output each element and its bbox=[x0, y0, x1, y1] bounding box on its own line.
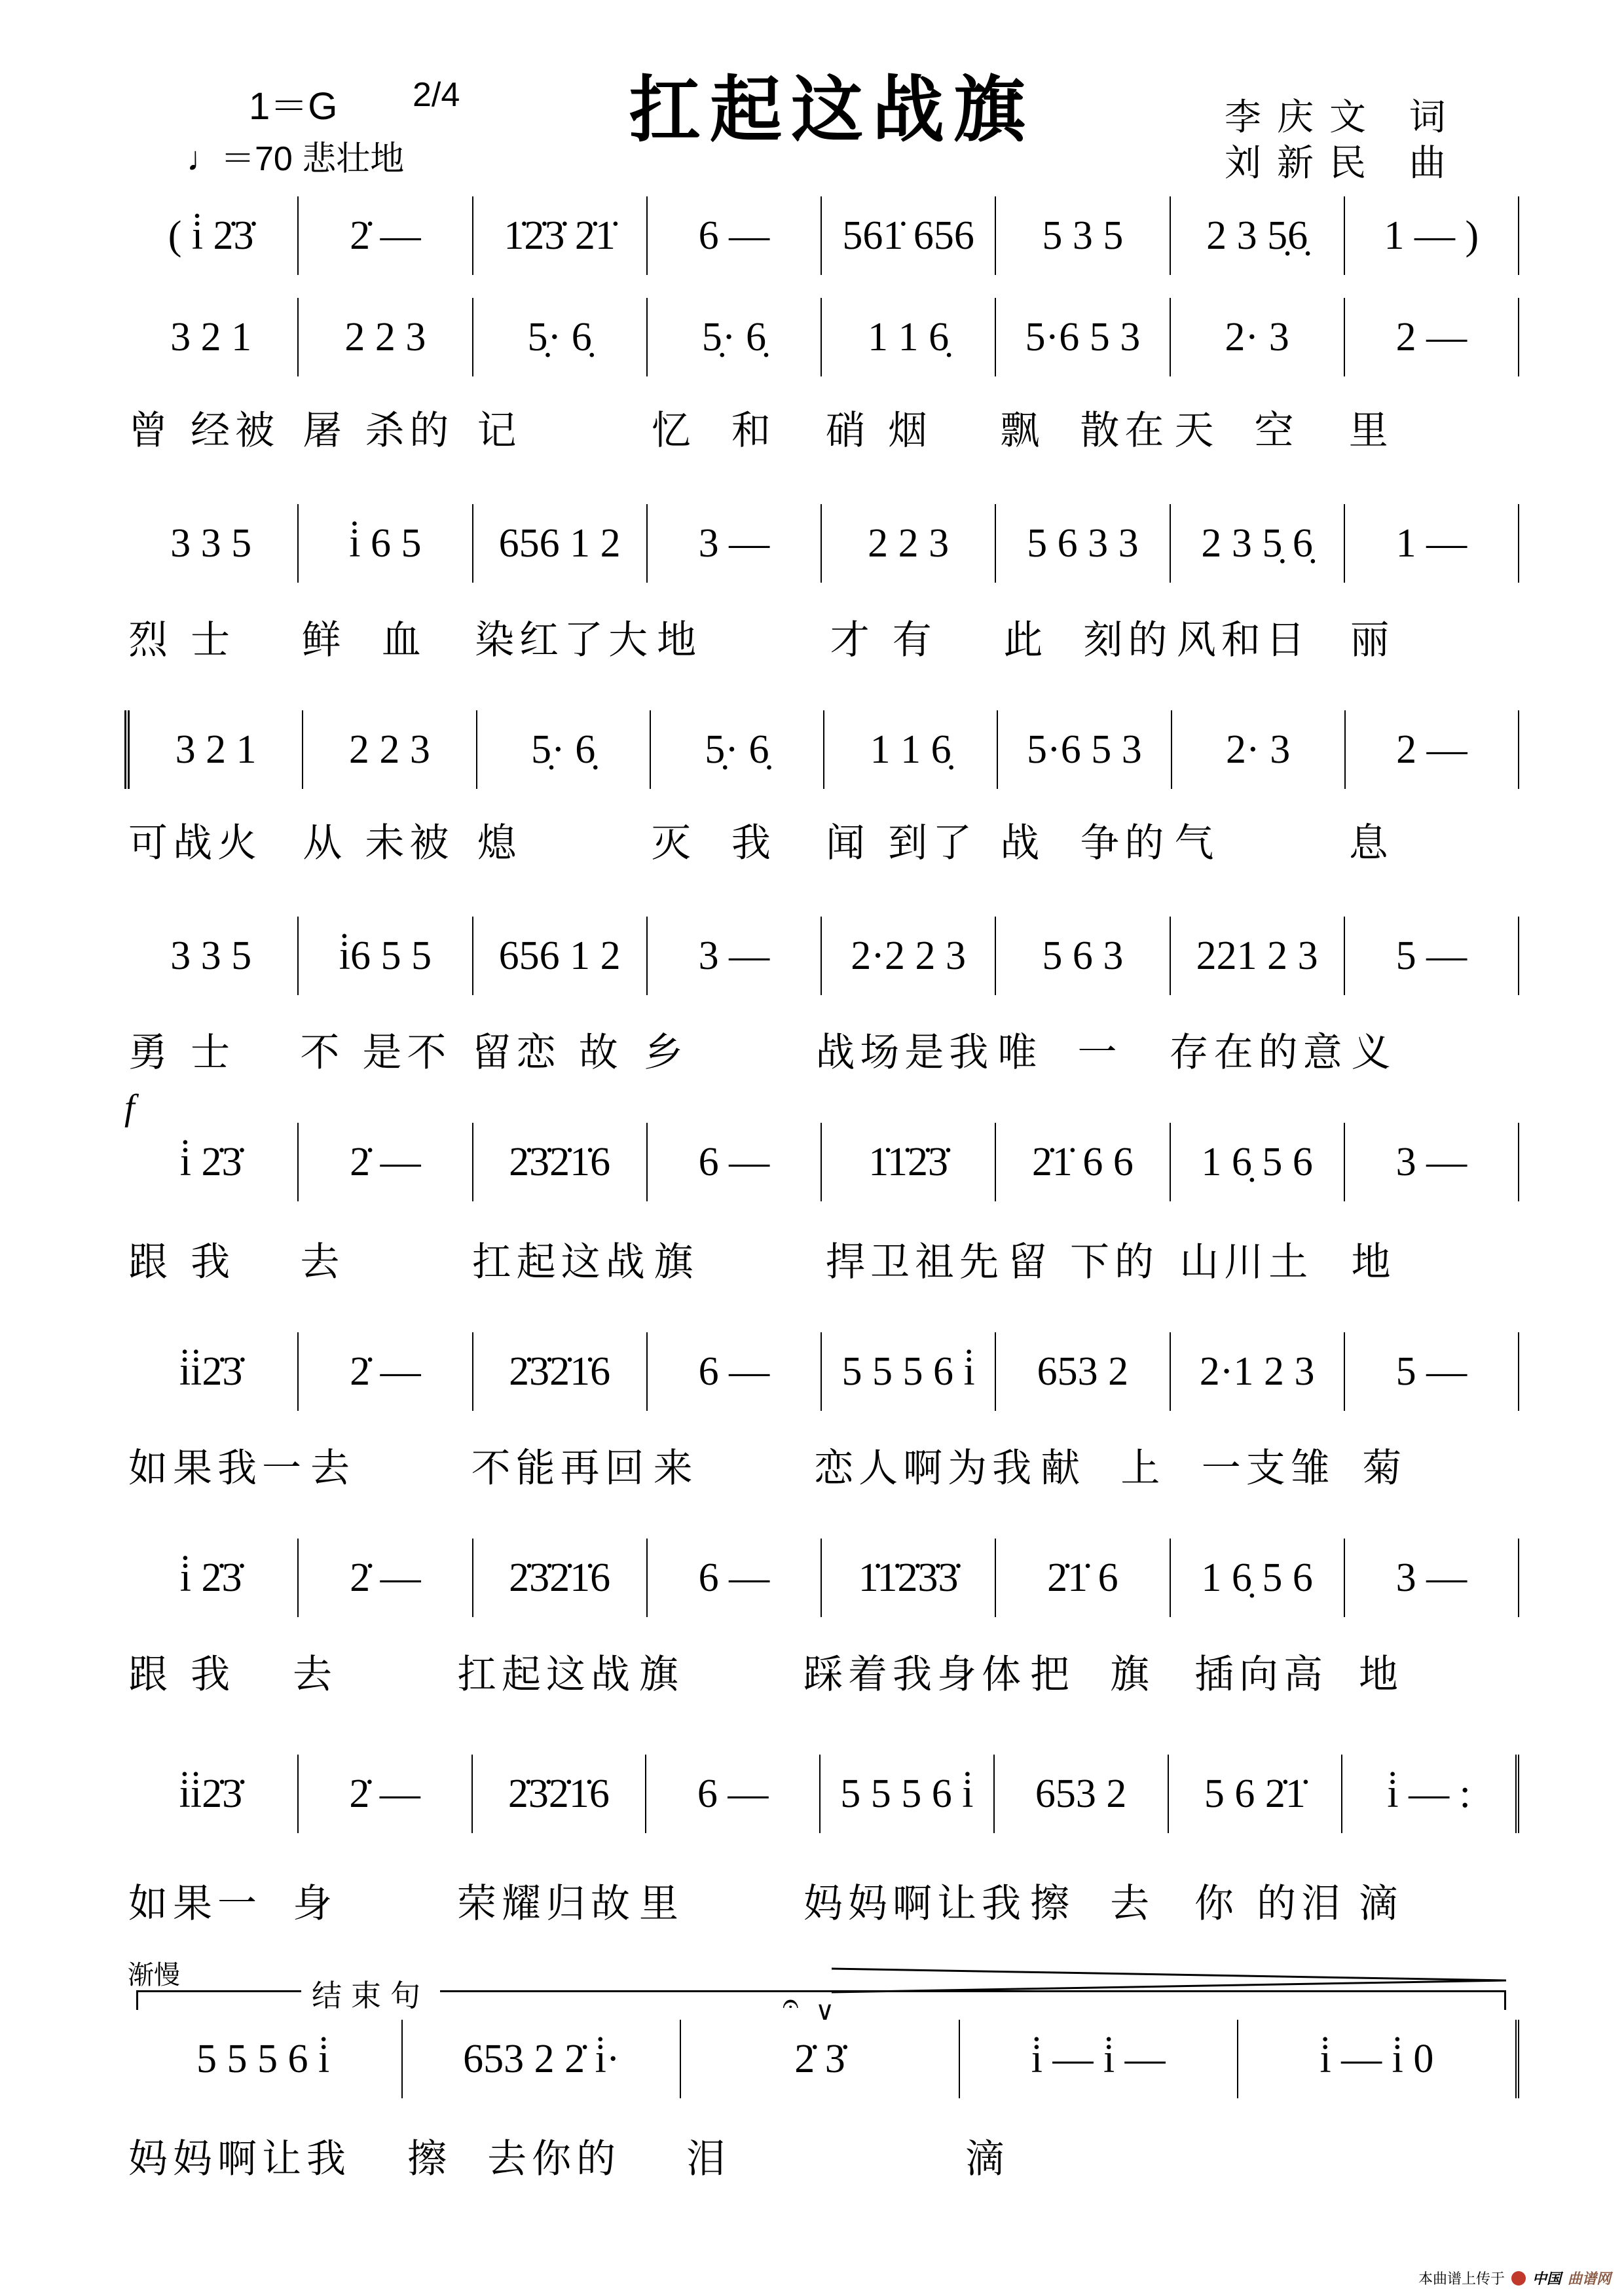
lyric-syllables: 献 上 bbox=[1041, 1446, 1166, 1491]
measure-notes: i̇ 2̇3̇ bbox=[179, 1555, 242, 1600]
ending-bracket-left-tick bbox=[136, 1990, 138, 2010]
site-name-part2: 曲谱网 bbox=[1567, 2271, 1611, 2287]
measure bbox=[1345, 196, 1519, 275]
lyric-syllables: 丽 bbox=[1350, 617, 1395, 663]
lyric-syllables: 熄 bbox=[477, 820, 522, 866]
measure-notes: 5 — bbox=[1395, 933, 1467, 978]
measure bbox=[1171, 196, 1345, 275]
notes-row bbox=[124, 196, 1519, 275]
measure bbox=[473, 1332, 648, 1411]
lyric-syllables: 曾 经被 bbox=[128, 408, 280, 454]
measure-notes: 2·1 2 3 bbox=[1199, 1349, 1315, 1394]
measure bbox=[648, 1539, 822, 1617]
measure bbox=[473, 1123, 648, 1201]
measure-notes: 5 3 5 bbox=[1042, 213, 1124, 258]
measure-notes: 3 3 5 bbox=[170, 520, 252, 566]
measure-notes: 2̇ — bbox=[350, 1555, 421, 1600]
measure bbox=[1345, 917, 1519, 995]
measure-notes: 3 — bbox=[698, 520, 770, 566]
measure-notes: 2̇ — bbox=[350, 1349, 421, 1394]
measure bbox=[996, 1332, 1170, 1411]
lyric-syllables: 鲜 血 bbox=[301, 617, 426, 663]
measure bbox=[996, 1123, 1170, 1201]
lyric-syllables: 踩着我身体 bbox=[803, 1652, 1026, 1698]
lyric-syllables: 擦 去你的 bbox=[407, 2136, 621, 2182]
measure-notes: 2· 3 bbox=[1225, 314, 1289, 359]
dynamic-marking: f bbox=[124, 1087, 135, 1128]
fermata-icon: 𝄐 bbox=[783, 1988, 799, 2020]
lyrics-row bbox=[124, 1872, 1519, 1929]
measure bbox=[1345, 1539, 1519, 1617]
measure-notes: i̇ 2̇3̇ bbox=[179, 1139, 242, 1184]
lyric-syllables: 地 bbox=[657, 617, 702, 663]
measure-notes: 2 3 5̣6̣ bbox=[1206, 213, 1308, 258]
measure-notes: 1 — ) bbox=[1384, 213, 1479, 258]
measure-notes: 561̇ 656 bbox=[842, 213, 974, 258]
measure-notes: 5·6 5 3 bbox=[1025, 314, 1141, 359]
measure-notes: 6 — bbox=[698, 1349, 770, 1394]
lyric-syllables: 闻 到了 bbox=[826, 820, 978, 866]
lyrics-row bbox=[124, 1231, 1519, 1287]
measure bbox=[651, 710, 824, 789]
measure bbox=[998, 710, 1172, 789]
site-logo-icon bbox=[1511, 2271, 1526, 2286]
lyric-syllables: 身 bbox=[293, 1881, 337, 1927]
measure-notes: 2̇3̇2̇1̇6 bbox=[509, 1349, 611, 1394]
lyric-syllables: 滴 bbox=[965, 2136, 1010, 2182]
lyric-syllables: 旗 bbox=[639, 1652, 684, 1698]
measure-notes: 1 6̣ 5 6 bbox=[1201, 1139, 1313, 1184]
measure bbox=[124, 710, 303, 789]
lyric-syllables: 你 的泪 bbox=[1194, 1881, 1346, 1927]
lyric-syllables: 滴 bbox=[1359, 1881, 1403, 1927]
measure-notes: i̇ 6 5 bbox=[349, 520, 422, 566]
measure bbox=[473, 196, 648, 275]
upload-text: 本曲谱上传于 bbox=[1418, 2271, 1505, 2287]
measure bbox=[822, 504, 996, 583]
lyric-syllables: 扛起这战 bbox=[457, 1652, 635, 1698]
measure-notes: 3 — bbox=[1395, 1139, 1467, 1184]
breath-mark-icon: ∨ bbox=[815, 1996, 835, 2026]
composer-credit: 刘新民 曲 bbox=[1225, 142, 1462, 185]
measure-notes: 5 5 5 6 i̇ bbox=[840, 1771, 974, 1816]
measure bbox=[822, 1539, 996, 1617]
measure-notes: 6 — bbox=[698, 1555, 770, 1600]
measure bbox=[996, 917, 1170, 995]
measure bbox=[648, 298, 822, 376]
lyric-syllables: 从 未被 bbox=[303, 820, 454, 866]
lyric-syllables: 去 bbox=[293, 1652, 337, 1698]
lyrics-row bbox=[124, 609, 1519, 665]
lyric-syllables: 烈 士 bbox=[128, 617, 236, 663]
measure-notes: 1 1 6̣ bbox=[868, 314, 950, 359]
measure-notes: 6 — bbox=[698, 213, 770, 258]
measure bbox=[821, 1755, 995, 1833]
measure bbox=[299, 504, 473, 583]
lyric-syllables: 去 bbox=[310, 1446, 355, 1491]
measure-notes: 3 3 5 bbox=[170, 933, 252, 978]
measure-notes: 1̇1̇2̇3̇ bbox=[868, 1139, 948, 1184]
lyric-syllables: 灭 我 bbox=[651, 820, 776, 866]
lyric-syllables: 插向高 bbox=[1194, 1652, 1328, 1698]
measure bbox=[473, 504, 648, 583]
measure bbox=[124, 1332, 299, 1411]
measure bbox=[648, 1123, 822, 1201]
measure-notes: 2̇ 3̇ bbox=[794, 2036, 845, 2081]
notes-row bbox=[124, 298, 1519, 376]
measure-notes: 5 6 3 3 bbox=[1027, 520, 1139, 566]
measure bbox=[303, 710, 477, 789]
measure bbox=[648, 917, 822, 995]
lyric-syllables: 留恋 故 bbox=[471, 1030, 623, 1076]
measure bbox=[124, 1539, 299, 1617]
lyric-syllables: 不能再回 bbox=[471, 1446, 650, 1491]
measure-notes: 5 5 5 6 i̇ bbox=[841, 1349, 975, 1394]
lyric-syllables: 跟 我 bbox=[128, 1239, 236, 1285]
measure bbox=[1345, 504, 1519, 583]
measure bbox=[1238, 2020, 1519, 2098]
lyric-syllables: 战 争的 bbox=[1000, 820, 1170, 866]
measure-notes: 2̇3̇2̇1̇6 bbox=[507, 1771, 610, 1816]
lyric-syllables: 如果一 bbox=[128, 1881, 262, 1927]
measure-notes: 653 2 bbox=[1035, 1771, 1127, 1816]
lyric-syllables: 山川土 bbox=[1179, 1239, 1314, 1285]
measure bbox=[648, 196, 822, 275]
lyric-syllables: 不 是不 bbox=[300, 1030, 452, 1076]
lyric-syllables: 泪 bbox=[686, 2136, 731, 2182]
measure bbox=[822, 298, 996, 376]
lyrics-row bbox=[124, 1437, 1519, 1493]
measure-notes: 2̇1̇ 6 bbox=[1047, 1555, 1118, 1600]
measure bbox=[822, 1123, 996, 1201]
measure bbox=[681, 2020, 959, 2098]
measure bbox=[1171, 298, 1345, 376]
time-signature: 2/4 bbox=[413, 76, 460, 114]
lyric-syllables: 气 bbox=[1174, 820, 1219, 866]
notes-row bbox=[124, 504, 1519, 583]
lyric-syllables: 把 旗 bbox=[1030, 1652, 1155, 1698]
measure-notes: 5̣· 6̣ bbox=[701, 314, 766, 359]
lyric-syllables: 里 bbox=[639, 1881, 684, 1927]
notes-row bbox=[124, 1123, 1519, 1201]
measure-notes: 2 — bbox=[1396, 727, 1467, 772]
key-signature: 1＝G bbox=[249, 85, 338, 128]
measure-notes: 2̇ — bbox=[350, 213, 421, 258]
measure-notes: 653 2 2̇ i̇· bbox=[463, 2036, 620, 2081]
measure-notes: 656 1 2 bbox=[498, 933, 621, 978]
measure bbox=[473, 1539, 648, 1617]
measure-notes: 2 — bbox=[1395, 314, 1467, 359]
measure bbox=[960, 2020, 1238, 2098]
song-title: 扛起这战旗 bbox=[629, 68, 1035, 152]
lyric-syllables: 勇 士 bbox=[128, 1030, 236, 1076]
measure bbox=[473, 917, 648, 995]
measure bbox=[1345, 1123, 1519, 1201]
measure bbox=[822, 1332, 996, 1411]
measure-notes: 5̣· 6̣ bbox=[705, 727, 769, 772]
footer-watermark bbox=[1418, 2268, 1611, 2288]
ending-label: 结束句 bbox=[301, 1972, 440, 2015]
measure bbox=[1171, 504, 1345, 583]
measure bbox=[824, 710, 998, 789]
measure bbox=[299, 917, 473, 995]
measure-notes: 2 2 3 bbox=[344, 314, 426, 359]
measure-notes: i̇i̇2̇3̇ bbox=[179, 1771, 243, 1816]
measure-notes: 2 2 3 bbox=[868, 520, 950, 566]
measure bbox=[124, 2020, 403, 2098]
measure-notes: 2̇ — bbox=[349, 1771, 420, 1816]
measure-notes: 6 — bbox=[698, 1139, 770, 1184]
measure bbox=[1171, 1539, 1345, 1617]
notes-row bbox=[124, 2020, 1519, 2098]
notes-row bbox=[124, 1755, 1519, 1833]
lyric-syllables: 染红了大 bbox=[475, 617, 654, 663]
lyric-syllables: 擦 去 bbox=[1030, 1881, 1155, 1927]
lyric-syllables: 存在的意 bbox=[1169, 1030, 1348, 1076]
lyric-syllables: 才 有 bbox=[830, 617, 937, 663]
measure-notes: 5 — bbox=[1395, 1349, 1467, 1394]
lyric-syllables: 如果我一 bbox=[128, 1446, 306, 1491]
lyric-syllables: 地 bbox=[1359, 1652, 1403, 1698]
measure-notes: 2 2 3 bbox=[348, 727, 430, 772]
site-name-part1: 中国 bbox=[1532, 2271, 1561, 2287]
lyric-syllables: 来 bbox=[653, 1446, 698, 1491]
measure bbox=[996, 504, 1170, 583]
lyric-syllables: 屠 杀的 bbox=[303, 408, 454, 454]
measure bbox=[996, 1539, 1170, 1617]
lyric-syllables: 去 bbox=[300, 1239, 345, 1285]
measure-notes: 2̇3̇2̇1̇6 bbox=[509, 1555, 611, 1600]
measure-notes: i̇ — i̇ 0 bbox=[1320, 2036, 1434, 2081]
measure-notes: 2· 3 bbox=[1226, 727, 1291, 772]
notes-row bbox=[124, 710, 1519, 789]
measure bbox=[1169, 1755, 1343, 1833]
measure bbox=[124, 504, 299, 583]
ritardando-marking: 渐慢 bbox=[128, 1960, 180, 1990]
measure-notes: 5̣· 6̣ bbox=[531, 727, 596, 772]
measure-notes: 221 2 3 bbox=[1196, 933, 1318, 978]
measure bbox=[646, 1755, 821, 1833]
measure-notes: 3 2 1 bbox=[170, 314, 252, 359]
measure-notes: 2̇3̇2̇1̇6 bbox=[509, 1139, 611, 1184]
lyric-syllables: 乡 bbox=[643, 1030, 688, 1076]
measure bbox=[124, 917, 299, 995]
lyric-syllables: 菊 bbox=[1362, 1446, 1407, 1491]
lyrics-row bbox=[124, 1021, 1519, 1078]
lyric-syllables bbox=[1240, 2128, 1519, 2184]
lyric-syllables: 里 bbox=[1348, 408, 1393, 454]
measure-notes: 1̇2̇3̇ 2̇1̇ bbox=[504, 213, 616, 258]
lyric-syllables: 跟 我 bbox=[128, 1652, 236, 1698]
measure-notes: 656 1 2 bbox=[498, 520, 621, 566]
measure bbox=[996, 196, 1170, 275]
lyric-syllables: 义 bbox=[1351, 1030, 1396, 1076]
lyric-syllables: 一支雏 bbox=[1201, 1446, 1335, 1491]
measure bbox=[299, 1123, 473, 1201]
measure bbox=[1345, 298, 1519, 376]
notes-row bbox=[124, 1539, 1519, 1617]
lyric-syllables: 飘 散在 bbox=[1000, 408, 1170, 454]
lyrics-row bbox=[124, 2128, 1519, 2184]
lyric-syllables: 可战火 bbox=[128, 820, 262, 866]
measure bbox=[473, 1755, 647, 1833]
measure-notes: 5̣· 6̣ bbox=[527, 314, 592, 359]
measure-notes: 5 6 2̇1̇ bbox=[1204, 1771, 1306, 1816]
measure-notes: 6 — bbox=[697, 1771, 769, 1816]
measure-notes: i̇ — i̇ — bbox=[1031, 2036, 1166, 2081]
measure bbox=[299, 1539, 473, 1617]
measure bbox=[299, 298, 473, 376]
lyric-syllables: 留 下的 bbox=[1007, 1239, 1160, 1285]
measure bbox=[299, 1755, 473, 1833]
measure-notes: 5·6 5 3 bbox=[1027, 727, 1142, 772]
measure bbox=[822, 196, 996, 275]
measure-notes: i̇i̇2̇3̇ bbox=[179, 1349, 243, 1394]
measure bbox=[648, 1332, 822, 1411]
measure-notes: 2̇1̇ 6 6 bbox=[1031, 1139, 1134, 1184]
lyric-syllables: 荣耀归故 bbox=[457, 1881, 635, 1927]
measure-notes: i̇6 5 5 bbox=[339, 933, 432, 978]
measure-notes: 1 1 6̣ bbox=[870, 727, 951, 772]
measure-notes: 3 — bbox=[1395, 1555, 1467, 1600]
measure-notes: 2 3 5̣ 6̣ bbox=[1201, 520, 1313, 566]
lyric-syllables: 恋人啊为我 bbox=[814, 1446, 1037, 1491]
measure bbox=[648, 504, 822, 583]
measure-notes: 2̇ — bbox=[350, 1139, 421, 1184]
measure-notes: 1 6̣ 5 6 bbox=[1201, 1555, 1313, 1600]
lyric-syllables: 硝 烟 bbox=[826, 408, 933, 454]
measure-notes: i̇ — : bbox=[1387, 1771, 1471, 1816]
measure-notes: 5 5 5 6 i̇ bbox=[196, 2036, 330, 2081]
measure bbox=[1171, 1123, 1345, 1201]
measure-notes: ( i̇ 2̇3̇ bbox=[168, 213, 254, 258]
measure bbox=[822, 917, 996, 995]
lyric-syllables: 旗 bbox=[654, 1239, 699, 1285]
lyric-syllables: 妈妈啊让我 bbox=[803, 1881, 1026, 1927]
measure bbox=[299, 196, 473, 275]
lyric-syllables: 唯 一 bbox=[997, 1030, 1122, 1076]
measure bbox=[124, 298, 299, 376]
measure bbox=[124, 1755, 299, 1833]
measure-notes: 1 — bbox=[1395, 520, 1467, 566]
measure bbox=[1345, 1332, 1519, 1411]
measure bbox=[996, 298, 1170, 376]
measure bbox=[1342, 1755, 1519, 1833]
measure-notes: 3 2 1 bbox=[175, 727, 257, 772]
lyric-syllables: 息 bbox=[1348, 820, 1393, 866]
measure bbox=[403, 2020, 681, 2098]
lyrics-row bbox=[124, 399, 1519, 456]
lyrics-row bbox=[124, 1643, 1519, 1700]
measure bbox=[124, 196, 299, 275]
tempo-marking: ♩＝70 悲壮地 bbox=[187, 140, 405, 178]
measure-notes: 653 2 bbox=[1037, 1349, 1129, 1394]
measure bbox=[124, 1123, 299, 1201]
lyric-syllables: 风和日 bbox=[1176, 617, 1310, 663]
lyric-syllables: 忆 和 bbox=[651, 408, 776, 454]
measure-notes: 1̇1̇2̇3̇3̇ bbox=[858, 1555, 959, 1600]
lyric-syllables: 地 bbox=[1351, 1239, 1396, 1285]
measure bbox=[1171, 1332, 1345, 1411]
measure-notes: 5 6 3 bbox=[1042, 933, 1124, 978]
measure bbox=[1172, 710, 1346, 789]
lyric-syllables: 记 bbox=[477, 408, 522, 454]
measure-notes: 2·2 2 3 bbox=[851, 933, 966, 978]
notes-row bbox=[124, 917, 1519, 995]
lyric-syllables: 此 刻的 bbox=[1003, 617, 1173, 663]
notes-row bbox=[124, 1332, 1519, 1411]
measure-notes: 3 — bbox=[698, 933, 770, 978]
measure bbox=[473, 298, 648, 376]
decrescendo-hairpin bbox=[832, 1967, 1513, 1994]
measure bbox=[299, 1332, 473, 1411]
lyric-syllables: 战场是我 bbox=[815, 1030, 994, 1076]
lyrics-row bbox=[124, 812, 1519, 868]
measure bbox=[1171, 917, 1345, 995]
lyric-syllables: 天 空 bbox=[1174, 408, 1299, 454]
lyric-syllables: 扛起这战 bbox=[471, 1239, 650, 1285]
measure bbox=[995, 1755, 1169, 1833]
lyric-syllables: 妈妈啊让我 bbox=[128, 2136, 351, 2182]
lyricist-credit: 李庆文 词 bbox=[1225, 96, 1462, 139]
measure bbox=[477, 710, 651, 789]
lyric-syllables: 捍卫祖先 bbox=[825, 1239, 1004, 1285]
measure bbox=[1346, 710, 1519, 789]
